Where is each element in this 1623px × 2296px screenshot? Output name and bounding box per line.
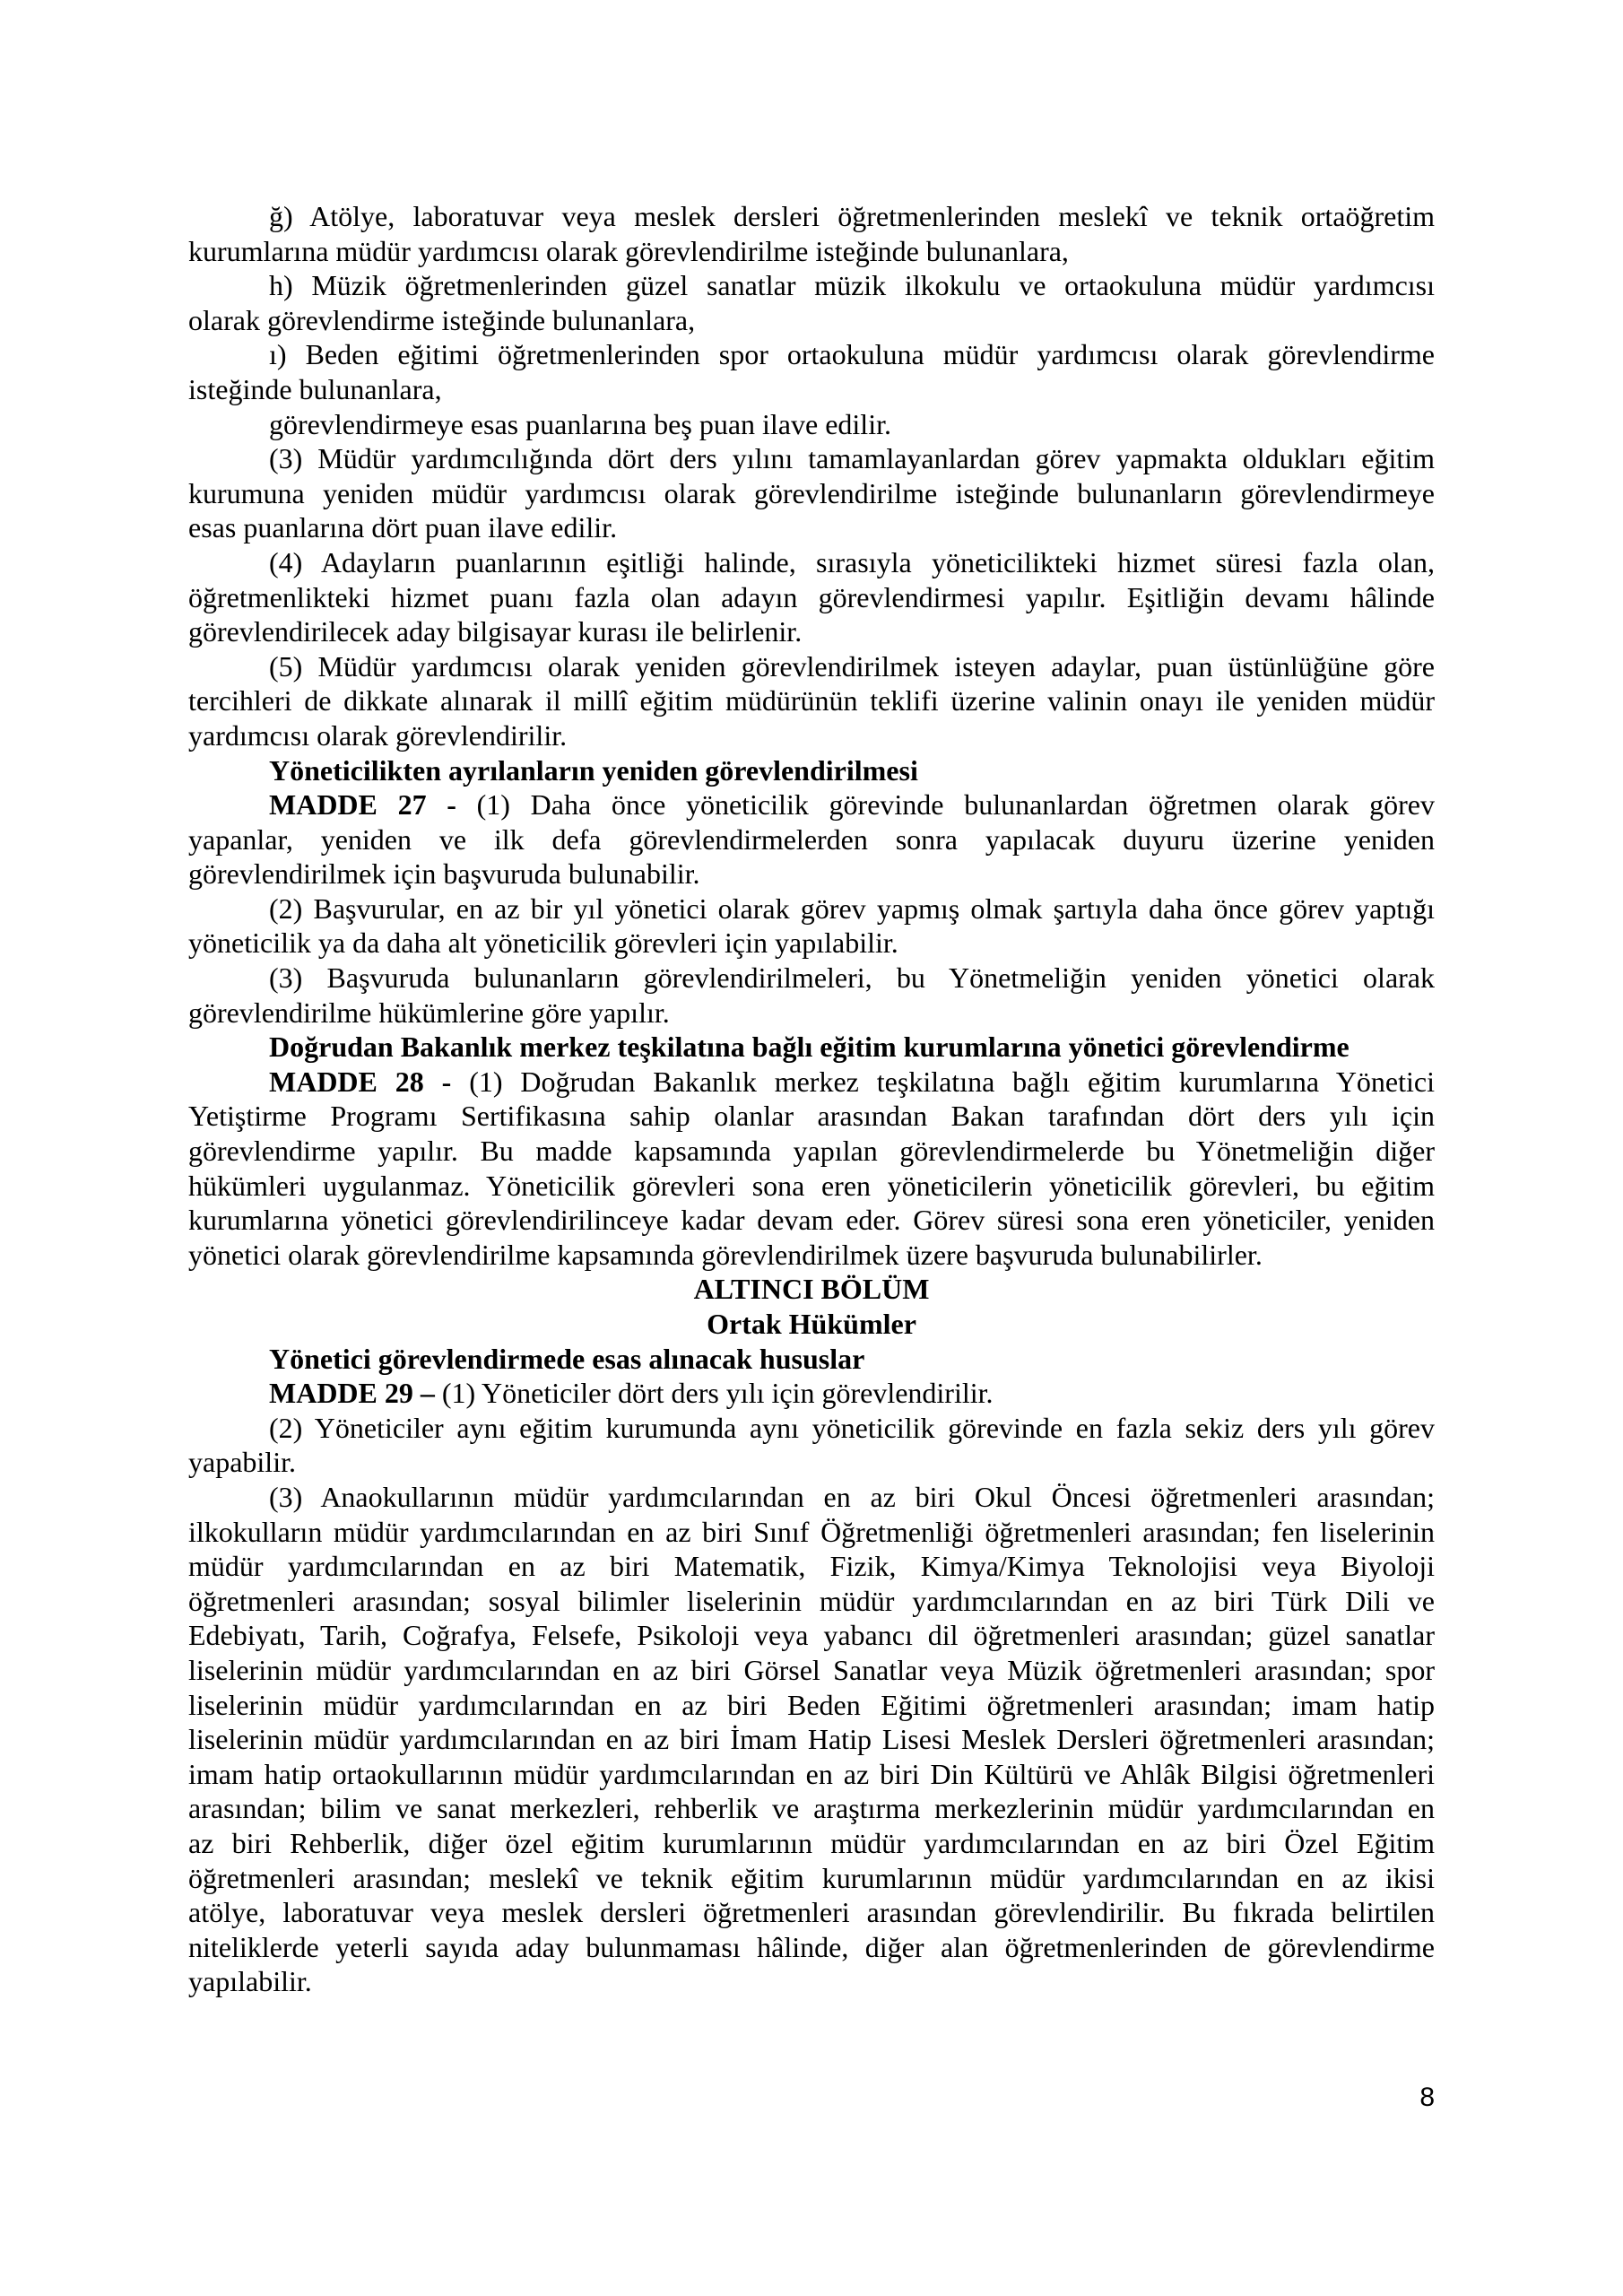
document-body — [188, 199, 1435, 1999]
text-line — [188, 1618, 1435, 1653]
text-line — [188, 545, 1435, 580]
text-line — [188, 1584, 1435, 1619]
text-line — [188, 961, 1435, 996]
text-line — [188, 580, 1435, 615]
text-line — [188, 1791, 1435, 1826]
text-line — [188, 718, 1435, 753]
paragraph — [188, 441, 1435, 545]
paragraph — [188, 649, 1435, 753]
paragraph — [188, 1065, 1435, 1273]
text-line — [188, 1065, 1435, 1100]
bold-text-run: Yönetici görevlendirmede esas alınacak hususlar — [269, 1342, 865, 1375]
text-run: liselerinin müdür yardımcılarından en az biri Beden Eğitimi öğretmenleri arasından; imam hatip — [188, 1688, 1435, 1721]
paragraph — [188, 1480, 1435, 1999]
text-run: yapılabilir. — [188, 1965, 312, 1998]
text-run: (2) Yöneticiler aynı eğitim kurumunda aynı yöneticilik görevinde en fazla sekiz ders yılı görev — [269, 1411, 1435, 1444]
paragraph — [188, 1411, 1435, 1480]
section-heading-block — [188, 1272, 1435, 1307]
text-run: (4) Adayların puanlarının eşitliği halinde, sırasıyla yöneticilikteki hizmet süresi fazla olan, — [269, 545, 1435, 578]
text-run: Yetiştirme Programı Sertifikasına sahip olanlar arasından Bakan tarafından dört ders yılı için — [188, 1100, 1435, 1133]
text-run: görevlendirme yapılır. Bu madde kapsamında yapılan görevlendirmelerde bu Yönetmeliğin diğer — [188, 1135, 1435, 1168]
text-line — [188, 1480, 1435, 1515]
text-run: (3) Başvuruda bulunanların görevlendirilmeleri, bu Yönetmeliğin yeniden yönetici olarak — [269, 961, 1435, 995]
text-line — [188, 1411, 1435, 1446]
text-run: niteliklerde yeterli sayıda aday bulunmaması hâlinde, diğer alan öğretmenlerinden de görevlendirme — [188, 1930, 1435, 1963]
text-line — [188, 1757, 1435, 1792]
text-run: öğretmenleri arasından; meslekî ve teknik eğitim kurumlarının müdür yardımcılarından en az ikisi — [188, 1861, 1435, 1894]
text-run: görevlendirilme hükümlerine göre yapılır. — [188, 996, 670, 1029]
text-line — [188, 337, 1435, 372]
text-line — [188, 1099, 1435, 1134]
text-line — [188, 1342, 1435, 1377]
text-run: yönetici olarak görevlendirilme kapsamında görevlendirilmek üzere başvuruda bulunabilirler. — [188, 1238, 1263, 1271]
text-run: ı) Beden eğitimi öğretmenlerinden spor ortaokuluna müdür yardımcısı olarak görevlendirme — [269, 338, 1435, 371]
text-run: (1) Daha önce yöneticilik görevinde bulunanlardan öğretmen olarak görev — [476, 788, 1436, 822]
text-line — [188, 1826, 1435, 1861]
bold-text-run: MADDE 27 - — [269, 788, 477, 822]
text-line — [188, 822, 1435, 857]
text-run: görevlendirilecek aday bilgisayar kurası ile belirlenir. — [188, 615, 803, 648]
text-run: liselerinin müdür yardımcılarından en az biri Görsel Sanatlar veya Müzik öğretmenleri arasından; spor — [188, 1653, 1435, 1686]
paragraph — [188, 787, 1435, 891]
text-line — [188, 649, 1435, 684]
text-run: imam hatip ortaokullarının müdür yardımcılarından en az biri Din Kültürü ve Ahlâk Bilgisi öğretmenleri — [188, 1757, 1435, 1790]
bold-text-run: ALTINCI BÖLÜM — [693, 1273, 930, 1306]
paragraph — [188, 1376, 1435, 1411]
paragraph — [188, 1342, 1435, 1377]
text-line — [188, 683, 1435, 718]
text-line — [188, 510, 1435, 545]
text-line — [188, 1722, 1435, 1757]
text-line — [188, 372, 1435, 407]
text-run: kurumlarına müdür yardımcısı olarak görevlendirilme isteğinde bulunanlara, — [188, 234, 1069, 267]
page-number: 8 — [1419, 2083, 1435, 2112]
text-run: kurumuna yeniden müdür yardımcısı olarak görevlendirilme isteğinde bulunanların görevlendirmeye — [188, 476, 1435, 509]
text-run: olarak görevlendirme isteğinde bulunanlara, — [188, 303, 696, 336]
text-line — [188, 303, 1435, 338]
text-run: müdür yardımcılarından en az biri Matematik, Fizik, Kimya/Kimya Teknolojisi veya Biyoloji — [188, 1550, 1435, 1583]
paragraph — [188, 1030, 1435, 1065]
text-line — [188, 1376, 1435, 1411]
text-run: (3) Müdür yardımcılığında dört ders yılını tamamlayanlardan görev yapmakta oldukları eğitim — [269, 442, 1435, 475]
text-run: yardımcısı olarak görevlendirilir. — [188, 718, 568, 752]
bold-text-run: Ortak Hükümler — [707, 1308, 916, 1340]
text-run: atölye, laboratuvar veya meslek dersleri öğretmenleri arasından görevlendirilir. Bu fıkrada belirtilen — [188, 1896, 1435, 1929]
bold-text-run: Yöneticilikten ayrılanların yeniden görevlendirilmesi — [269, 753, 918, 787]
section-heading-block — [188, 1307, 1435, 1342]
text-run: isteğinde bulunanlara, — [188, 372, 442, 405]
text-line — [188, 1169, 1435, 1204]
text-line — [188, 753, 1435, 788]
paragraph — [188, 337, 1435, 406]
text-line — [188, 1238, 1435, 1273]
text-line — [188, 441, 1435, 476]
paragraph — [188, 753, 1435, 788]
text-run: arasından; bilim ve sanat merkezleri, rehberlik ve araştırma merkezlerinin müdür yardımcılarından en — [188, 1792, 1435, 1825]
text-run: esas puanlarına dört puan ilave edilir. — [188, 511, 618, 544]
bold-text-run: Doğrudan Bakanlık merkez teşkilatına bağlı eğitim kurumlarına yönetici görevlendirme — [269, 1031, 1350, 1064]
text-run: h) Müzik öğretmenlerinden güzel sanatlar müzik ilkokulu ve ortaokuluna müdür yardımcısı — [269, 269, 1435, 302]
text-line — [188, 1203, 1435, 1238]
text-line — [188, 1515, 1435, 1550]
text-run: (3) Anaokullarının müdür yardımcılarından en az biri Okul Öncesi öğretmenleri arasından; — [269, 1480, 1435, 1513]
paragraph — [188, 199, 1435, 268]
text-line — [188, 1861, 1435, 1896]
text-run: ilkokulların müdür yardımcılarından en az biri Sınıf Öğretmenliği öğretmenleri arasından; fen liselerinin — [188, 1515, 1435, 1548]
paragraph — [188, 891, 1435, 961]
text-line — [188, 891, 1435, 926]
text-line — [188, 268, 1435, 303]
text-line — [188, 199, 1435, 234]
text-line — [188, 857, 1435, 891]
text-line — [188, 1653, 1435, 1688]
text-line — [188, 1964, 1435, 1999]
text-run: öğretmenlikteki hizmet puanı fazla olan adayın görevlendirmesi yapılır. Eşitliğin devamı hâlinde — [188, 580, 1435, 613]
bold-text-run: MADDE 29 – — [269, 1377, 442, 1410]
text-run: yöneticilik ya da daha alt yöneticilik görevleri için yapılabilir. — [188, 926, 898, 960]
text-run: yapanlar, yeniden ve ilk defa görevlendirmelerden sonra yapılacak duyuru üzerine yeniden — [188, 822, 1435, 856]
text-line — [188, 787, 1435, 822]
text-line — [188, 407, 1435, 442]
text-run: kurumlarına yönetici görevlendirilinceye kadar devam eder. Görev süresi sona eren yöneticiler, yeniden — [188, 1204, 1435, 1237]
text-run: liselerinin müdür yardımcılarından en az biri İmam Hatip Lisesi Meslek Dersleri öğretmenleri arasından; — [188, 1723, 1435, 1756]
bold-text-run: MADDE 28 - — [269, 1065, 470, 1098]
text-line — [188, 1307, 1435, 1342]
text-run: görevlendirilmek için başvuruda bulunabilir. — [188, 857, 700, 891]
paragraph — [188, 961, 1435, 1030]
text-line — [188, 1272, 1435, 1307]
text-run: tercihleri de dikkate alınarak il millî eğitim müdürünün teklifi üzerine valinin onayı ile yeniden müdür — [188, 684, 1435, 718]
text-run: (1) Doğrudan Bakanlık merkez teşkilatına bağlı eğitim kurumlarına Yönetici — [469, 1065, 1436, 1098]
text-run: az biri Rehberlik, diğer özel eğitim kurumlarının müdür yardımcılarından en az biri Özel Eğitim — [188, 1826, 1435, 1859]
text-line — [188, 1134, 1435, 1169]
paragraph — [188, 545, 1435, 649]
text-line — [188, 614, 1435, 649]
paragraph — [188, 268, 1435, 337]
text-run: hükümleri uygulanmaz. Yöneticilik görevleri sona eren yöneticilerin yöneticilik görevleri, bu eğitim — [188, 1169, 1435, 1202]
text-line — [188, 996, 1435, 1031]
text-line — [188, 234, 1435, 269]
text-line — [188, 926, 1435, 961]
text-run: (2) Başvurular, en az bir yıl yönetici olarak görev yapmış olmak şartıyla daha önce görev yaptığı — [269, 891, 1435, 925]
text-run: yapabilir. — [188, 1446, 296, 1479]
text-line — [188, 1549, 1435, 1584]
text-run: (5) Müdür yardımcısı olarak yeniden görevlendirilmek isteyen adaylar, puan üstünlüğüne göre — [269, 649, 1435, 683]
text-run: öğretmenleri arasından; sosyal bilimler liselerinin müdür yardımcılarından en az biri Türk Dili ve — [188, 1584, 1435, 1617]
text-run: görevlendirmeye esas puanlarına beş puan ilave edilir. — [269, 407, 891, 440]
paragraph — [188, 407, 1435, 442]
text-line — [188, 1930, 1435, 1965]
text-run: (1) Yöneticiler dört ders yılı için görevlendirilir. — [441, 1377, 994, 1410]
text-line — [188, 1445, 1435, 1480]
text-run: Edebiyatı, Tarih, Coğrafya, Felsefe, Psikoloji veya yabancı dil öğretmenleri arasından; güzel sanatlar — [188, 1619, 1435, 1652]
text-line — [188, 1030, 1435, 1065]
text-run: ğ) Atölye, laboratuvar veya meslek dersleri öğretmenlerinden meslekî ve teknik ortaöğretim — [269, 200, 1435, 232]
text-line — [188, 476, 1435, 511]
text-line — [188, 1688, 1435, 1723]
text-line — [188, 1895, 1435, 1930]
